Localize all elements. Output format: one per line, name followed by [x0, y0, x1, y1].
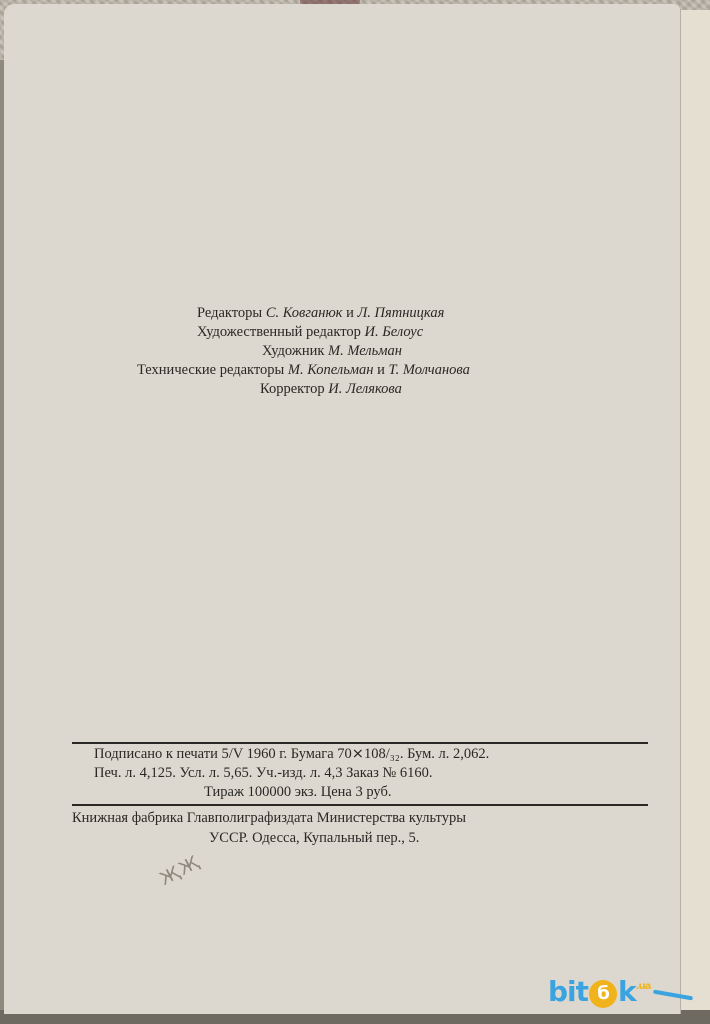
credit-name: Т. Молчанова	[388, 362, 470, 378]
credit-name: С. Ковганюк	[265, 305, 343, 321]
watermark-text: k	[618, 975, 636, 1008]
imprint-line-print-info: Подписано к печати 5/V 1960 г. Бумага 70⨯108/₃₂. Бум. л. 2,062.	[94, 746, 490, 762]
credit-art-editor	[197, 323, 423, 342]
credit-name: М. Мельман	[328, 343, 402, 359]
credit-name: И. Белоус	[364, 324, 424, 340]
imprint-rule-top	[72, 742, 648, 744]
credit-proofreader	[260, 380, 402, 399]
imprint-line-run: Тираж 100000 экз. Цена 3 руб.	[204, 784, 392, 800]
credit-role: Редакторы	[197, 305, 263, 321]
credit-name: И. Лелякова	[328, 381, 402, 397]
book-page	[4, 4, 680, 1014]
credit-role: Художник	[262, 343, 325, 359]
imprint-rule-bottom	[72, 804, 648, 806]
credit-role: Художественный редактор	[197, 324, 361, 340]
credit-joiner: и	[377, 362, 385, 378]
credit-artist	[262, 342, 402, 361]
credit-name: Л. Пятницкая	[357, 305, 445, 321]
watermark-text: bit	[548, 975, 589, 1008]
credit-tech-editors	[137, 361, 470, 380]
imprint-line-address: УССР. Одесса, Купальный пер., 5.	[209, 830, 420, 846]
site-watermark-logo	[548, 975, 698, 1011]
credit-role: Технические редакторы	[137, 362, 285, 378]
credit-editors	[197, 304, 444, 323]
watermark-tld: .ua	[635, 981, 651, 992]
credit-name: М. Копельман	[287, 362, 374, 378]
pencil-mark: ҖҖ	[156, 851, 205, 890]
imprint-line-sheets: Печ. л. 4,125. Усл. л. 5,65. Уч.-изд. л. 4,3 Заказ № 6160.	[94, 765, 433, 781]
credit-joiner: и	[346, 305, 354, 321]
coin-icon: б	[589, 980, 617, 1008]
swoosh-icon	[653, 990, 693, 1001]
imprint-line-printer: Книжная фабрика Главполиграфиздата Министерства культуры	[72, 810, 466, 826]
credit-role: Корректор	[260, 381, 325, 397]
